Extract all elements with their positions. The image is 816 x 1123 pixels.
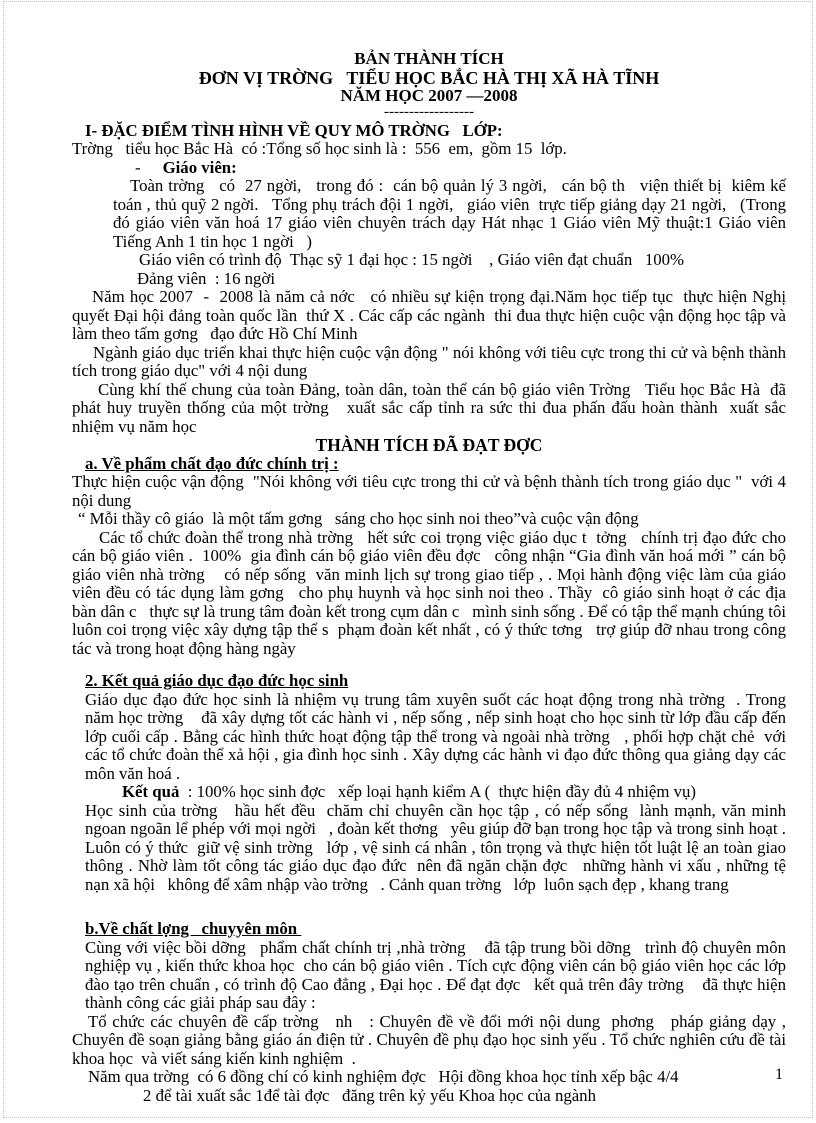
page-number: 1 [775, 1066, 783, 1083]
bullet-dash: - [135, 157, 141, 177]
year-context-paragraph: Năm học 2007 - 2008 là năm cả nớc có nhiều sự kiện trọng đại.Năm học tiếp tục thực hiện Nghị quyết Đại hội đảng toàn quốc lần thứ X . Các cấp các ngành thi đua thực hiện cuộc vận động học tập và làm theo tấm gơng đạo đức Hồ Chí Minh [72, 287, 791, 343]
momentum-paragraph: Cùng khí thế chung của toàn Đảng, toàn dân, toàn thể cán bộ giáo viên Trờng Tiểu học Bắc Hà đã phát huy truyền thống của một trờng xuất sắc cấp tỉnh ra sức thi đua phấn đấu hoàn thành xuất sắc nhiệm vụ năm học [72, 379, 791, 436]
section-b-paragraph-2: Tổ chức các chuyên đề cấp trờng nh : Chuyên đề về đổi mới nội dung phơng pháp giảng dạy , Chuyên đề soạn giảng bằng giáo án điện tử . Chuyên đề phụ đạo học sinh yếu . Tổ chức nghiên cứu đề tài khoa học và viết sáng kiến kinh nghiệm . [72, 1011, 791, 1068]
staffing-paragraph: Toàn trờng có 27 ngời, trong đó : cán bộ quản lý 3 ngời, cán bộ th viện thiết bị kiêm kế toán , thủ quỹ 2 ngời. Tổng phụ trách đội 1 ngời, giáo viên trực tiếp giảng dạy 21 ngời, (Trong đó giáo viên văn hoá 17 giáo viên chuyên trách dạy Hát nhạc 1 Giáo viên Mỹ thuật:1 Giáo viên Tiếng Anh 1 tin học 1 ngời ) [113, 176, 791, 251]
party-members-line: Đảng viên : 16 ngời [137, 268, 275, 288]
section-i-heading: I- ĐẶC ĐIỂM TÌNH HÌNH VỀ QUY MÔ TRỜNG LỚP: [85, 120, 503, 140]
section-b-heading: b.Về chất lợng chuyyên môn [85, 919, 302, 938]
section-b-paragraph-4: 2 để tài xuất sắc 1để tài đợc đăng trên kỷ yếu Khoa học của ngành [143, 1085, 596, 1105]
section-a-paragraph-1: Thực hiện cuộc vận động "Nói không với tiêu cực trong thi cử và bệnh thành tích trong giáo dục " với 4 nội dung [72, 472, 791, 510]
section-b-paragraph-3: Năm qua trờng có 6 đồng chí có kinh nghiệm đợc Hội đồng khoa học tỉnh xếp bậc 4/4 [88, 1067, 679, 1086]
section-2-paragraph-1: Giáo dục đạo đức học sinh là nhiệm vụ trung tâm xuyên suốt các hoạt động trong nhà trờng . Trong năm học trờng đã xây dựng tốt các hành vi , nếp sống , nếp sinh hoạt cho học sinh từ lớp đầu cấp đến lớp cuối cấp . Bằng các hình thức hoạt động tập thể trong và ngoài nhà trờng , phối hợp chặt chẻ với các tổ chức đoàn thể xả hội , gia đình học sinh . Xây dựng các hành vi đạo đức thông qua giảng dạy các môn văn hoá . [85, 689, 791, 783]
intro-paragraph: Trờng tiểu học Bắc Hà có :Tổng số học sinh là : 556 em, gồm 15 lớp. [72, 139, 567, 158]
result-label: Kết quả [122, 782, 180, 801]
unit-title: ĐƠN VỊ TRỜNG TIỂU HỌC BẮC HÀ THỊ XÃ HÀ TĨNH [198, 67, 660, 88]
section-a-heading: a. Về phẩm chất đạo đức chính trị : [85, 453, 339, 473]
teacher-bullet-label: Giáo viên: [162, 157, 237, 177]
result-text: : 100% học sinh đợc xếp loại hạnh kiểm A ( thực hiện đầy đủ 4 nhiệm vụ) [179, 782, 696, 801]
section-b-paragraph-1: Cùng với việc bồi dỡng phẩm chất chính trị ,nhà trờng đã tập trung bồi dỡng trình độ chuyên môn nghiệp vụ , kiến thức khoa học cho cán bộ giáo viên . Tích cực động viên cán bộ giáo viên học các lớp đào tạo trên chuẩn , có trình độ Cao đẳng , Đại học . Để đạt đợc kết quả trên đây trờng đã thực hiện thành công các giải pháp sau đây : [85, 937, 791, 1012]
section-a-paragraph-2: “ Mỗi thầy cô giáo là một tấm gơng sáng cho học sinh noi theo”và cuộc vận động [78, 509, 639, 528]
achievements-heading: THÀNH TÍCH ĐÃ ĐẠT ĐỢC [315, 435, 543, 455]
qualifications-line: Giáo viên có trình độ Thạc sỹ 1 đại học : 15 ngời , Giáo viên đạt chuẩn 100% [139, 250, 684, 269]
report-title: BẢN THÀNH TÍCH [354, 49, 504, 68]
sector-campaign-paragraph: Ngành giáo dục triển khai thực hiện cuộc vận động " nói không với tiêu cực trong thi cử và bệnh thành tích trong giáo dục" với 4 nội dung [72, 342, 791, 380]
school-year-title: NĂM HỌC 2007 —2008 [340, 86, 518, 105]
document-body [72, 49, 791, 1105]
teacher-bullet [135, 159, 786, 178]
section-2-paragraph-2: Học sinh của trờng hầu hết đều chăm chỉ chuyên cần học tập , có nếp sống lành mạnh, văn minh ngoan ngoãn lể phép với mọi ngời , đoàn kết thơng yêu giúp đỡ bạn trong học tập và trong sinh hoạt . Luôn có ý thức giữ vệ sinh trờng lớp , vệ sinh cá nhân , tôn trọng và thực hiện tốt luật lệ an toàn giao thông . Nhờ làm tốt công tác giáo dục đạo đức nên đã ngăn chặn đợc những hành vi xấu , những tệ nạn xã hội không để xâm nhập vào trờng . Cảnh quan trờng lớp luôn sạch đẹp , khang trang [85, 800, 791, 894]
section-a-paragraph-3: Các tổ chức đoàn thể trong nhà trờng hết sức coi trọng việc giáo dục t tởng chính trị đạo đức cho cán bộ giáo viên . 100% gia đình cán bộ giáo viên đều đợc công nhận “Gia đình văn hoá mới ” cán bộ giáo viên nhà trờng có nếp sống văn minh lịch sự trong giao tiếp , . Mọi hành động việc làm của giáo viên đều có tác dụng làm gơng cho phụ huynh và học sinh noi theo . Thầy cô giáo sinh hoạt ở các địa bàn dân c thực sự là trung tâm đoàn kết trong cụm dân c mình sinh sống . Để có tập thể mạnh chúng tôi luôn coi trọng việc xây dựng tập thể s phạm đoàn kết nhất , có ý thức tơng trợ giúp đỡ nhau trong công tác và trong hoạt động hàng ngày [72, 527, 791, 658]
title-separator: ------------------ [384, 103, 474, 120]
result-line [85, 783, 786, 802]
section-2-heading: 2. Kết quả giáo dục đạo đức học sinh [85, 671, 349, 690]
